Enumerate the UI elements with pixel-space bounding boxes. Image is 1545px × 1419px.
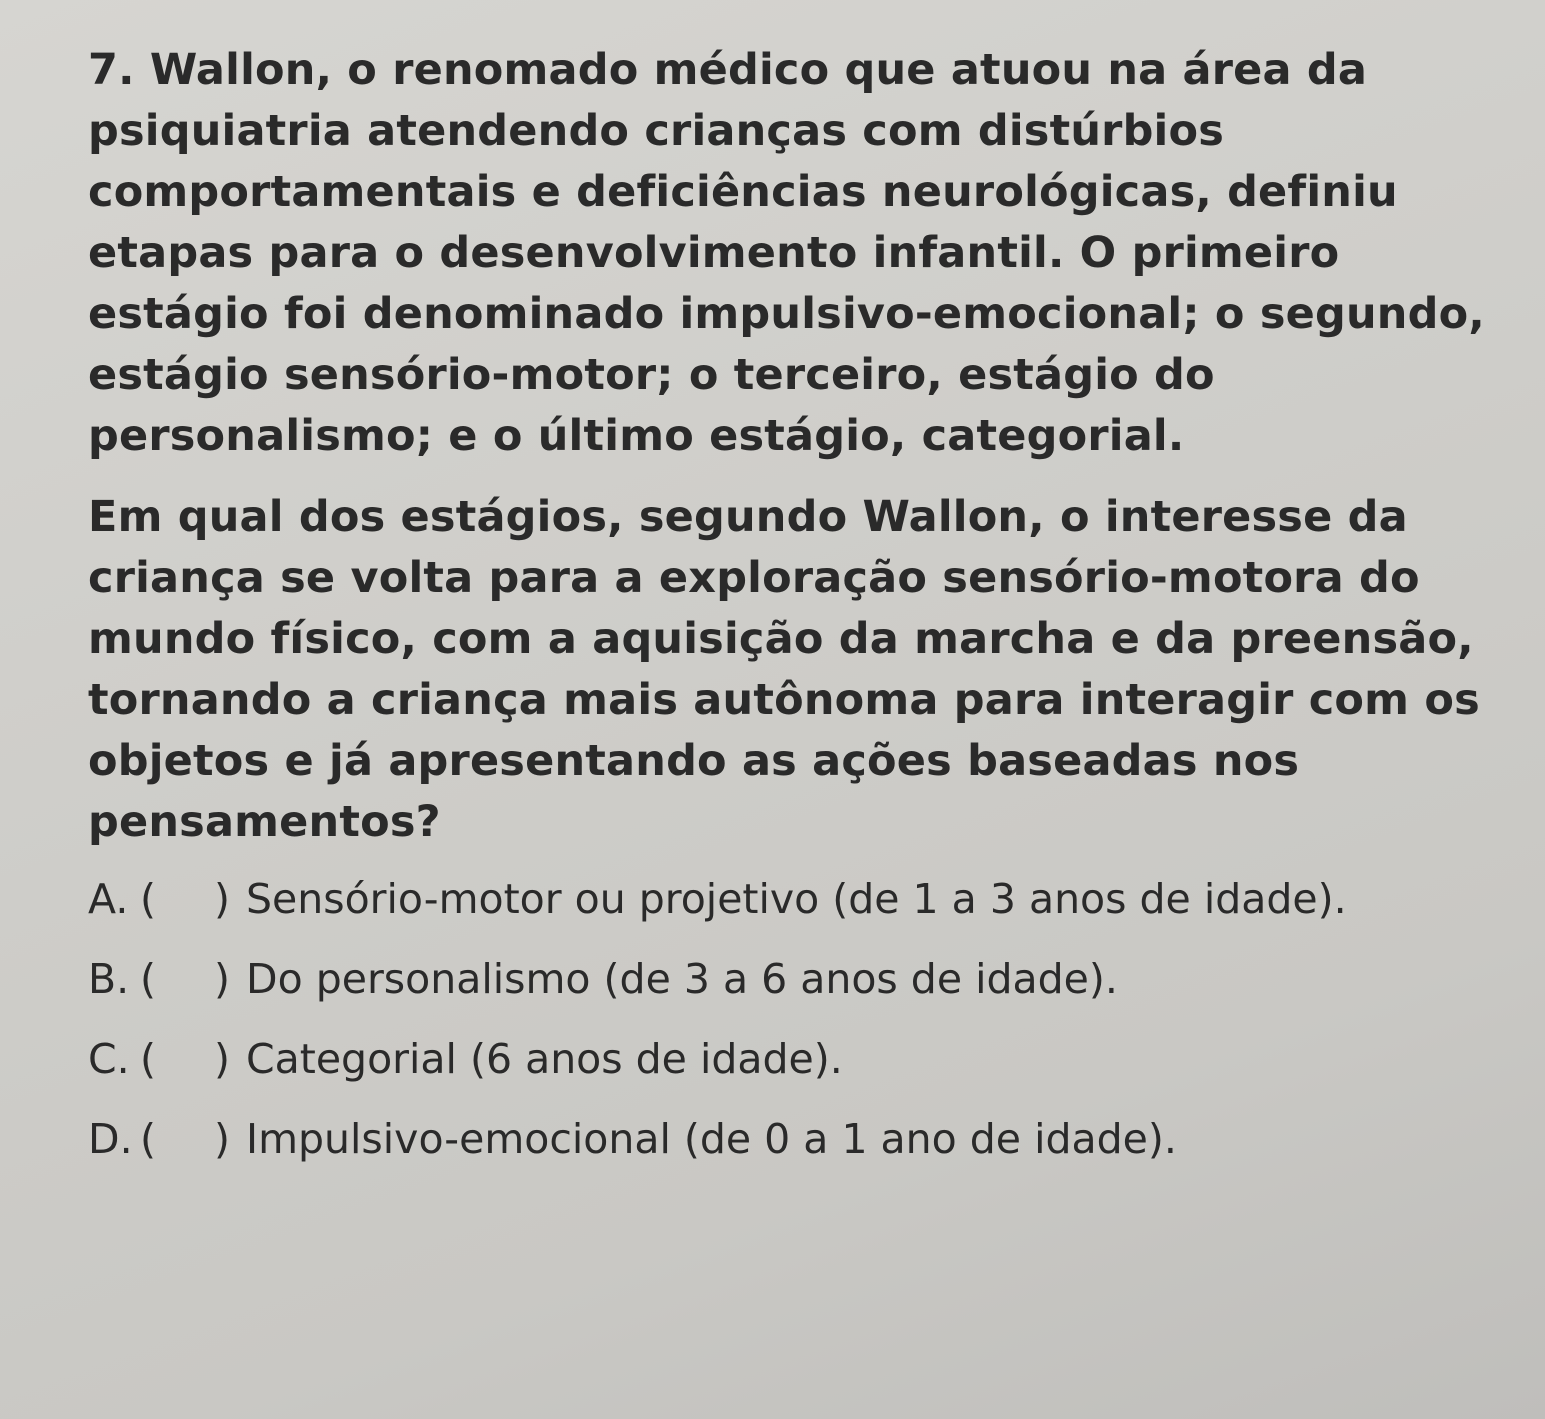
option-letter: A. (88, 875, 129, 923)
option-text: Do personalismo (de 3 a 6 anos de idade). (246, 955, 1118, 1003)
option-text: Categorial (6 anos de idade). (246, 1035, 843, 1083)
option-checkbox[interactable]: ( ) (140, 1035, 230, 1083)
answer-options (88, 871, 1508, 1167)
option-b[interactable] (88, 951, 1508, 1007)
option-letter: B. (88, 955, 130, 1003)
option-letter: D. (88, 1115, 133, 1163)
option-d[interactable] (88, 1111, 1508, 1167)
option-a[interactable] (88, 871, 1508, 927)
question-number: 7. (88, 45, 135, 95)
option-text: Impulsivo-emocional (de 0 a 1 ano de idade). (246, 1115, 1177, 1163)
option-checkbox[interactable]: ( ) (140, 875, 230, 923)
question-block (88, 40, 1508, 1191)
option-text: Sensório-motor ou projetivo (de 1 a 3 anos de idade). (246, 875, 1347, 923)
question-statement (88, 40, 1508, 467)
question-prompt: Em qual dos estágios, segundo Wallon, o interesse da criança se volta para a exploração sensório-motora do mundo físico, com a aquisição da marcha e da preensão, tornando a criança mais autônoma para interagir com os objetos e já apresentando as ações baseadas nos pensamentos? (88, 492, 1480, 847)
option-c[interactable] (88, 1031, 1508, 1087)
question-context-text: Wallon, o renomado médico que atuou na área da psiquiatria atendendo crianças com distúrbios comportamentais e deficiências neurológicas, definiu etapas para o desenvolvimento infantil. O primeiro estágio foi denominado impulsivo-emocional; o segundo, estágio sensório-motor; o terceiro, estágio do personalismo; e o último estágio, categorial. (88, 45, 1485, 461)
option-letter: C. (88, 1035, 130, 1083)
option-checkbox[interactable]: ( ) (140, 1115, 230, 1163)
option-checkbox[interactable]: ( ) (140, 955, 230, 1003)
